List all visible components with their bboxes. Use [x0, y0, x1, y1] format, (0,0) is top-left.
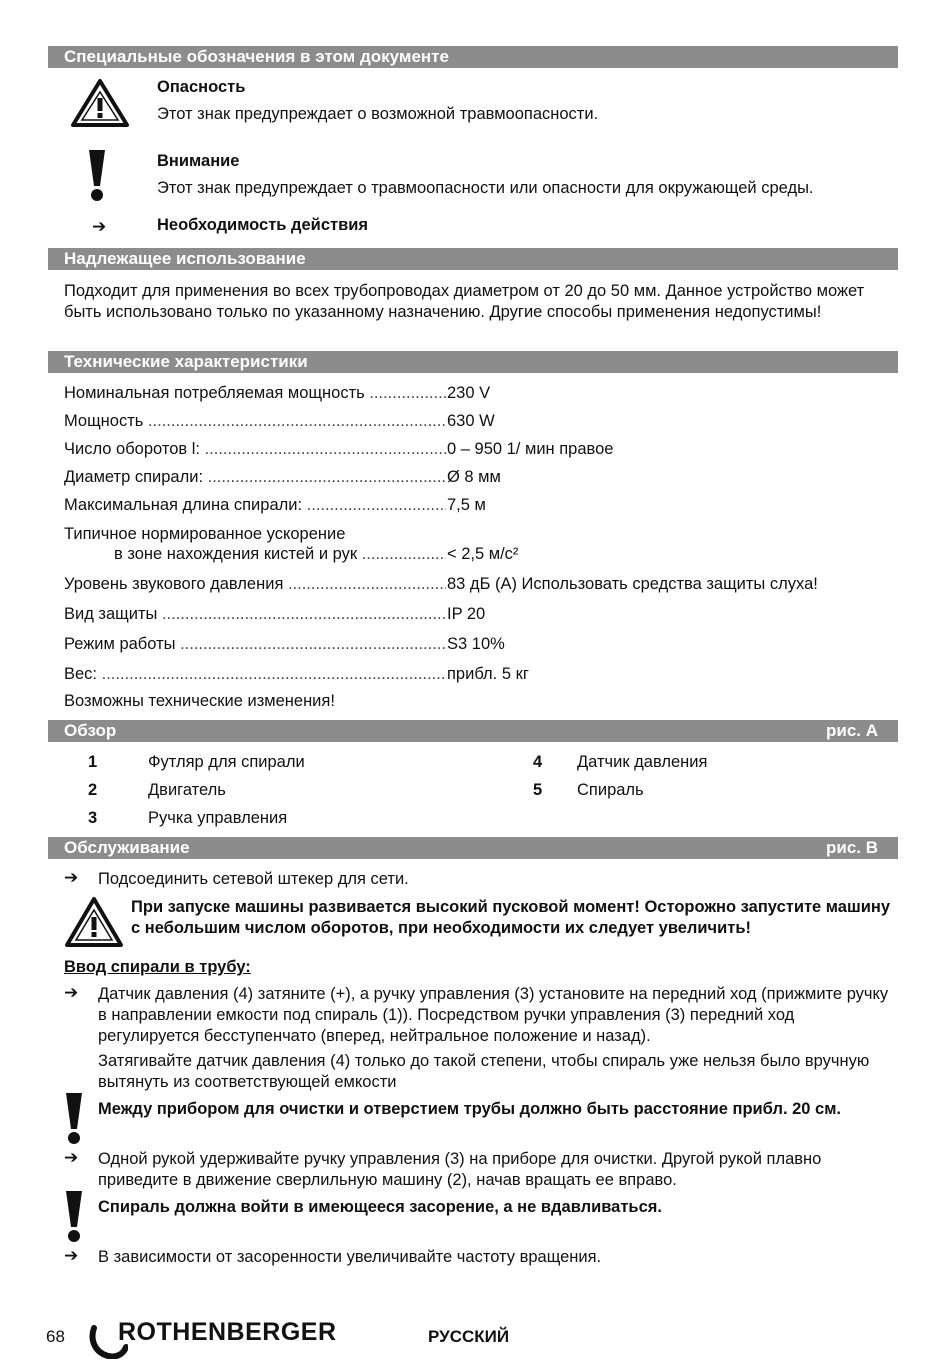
page-number: 68 — [46, 1327, 65, 1346]
overview-item-label: Двигатель — [148, 781, 226, 799]
specs-note: Возможны технические изменения! — [64, 692, 335, 710]
spec-row: Диаметр спирали: ..... Ø 8 мм — [64, 466, 894, 488]
figure-ref: рис. A — [825, 721, 878, 740]
step-hold-handle: Одной рукой удерживайте ручку управления (3) на приборе для очистки. Другой рукой плавно приведите в движение сверлильную машину (2), начав вращать ее вправо. — [98, 1150, 822, 1189]
attention-exclamation-icon — [63, 1191, 85, 1243]
section-header-usage: Надлежащее использование — [48, 248, 898, 270]
arrow-icon: ➔ — [64, 1148, 79, 1167]
overview-item-label: Футляр для спирали — [148, 753, 305, 771]
step-pressure-note: Затягивайте датчик давления (4) только до такой степени, чтобы спираль уже нельзя было вручную вытянуть из соответствующей емкости — [98, 1052, 870, 1091]
footer-language: РУССКИЙ — [428, 1327, 510, 1346]
overview-item-num: 3 — [88, 809, 98, 827]
subheading-insert: Ввод спирали в трубу: — [64, 958, 251, 976]
section-header-legend: Специальные обозначения в этом документе — [48, 46, 898, 68]
danger-triangle-icon — [64, 896, 124, 948]
danger-text: Этот знак предупреждает о возможной травмоопасности. — [157, 105, 599, 123]
section-header-specs: Технические характеристики — [48, 351, 898, 373]
overview-item-label: Ручка управления — [148, 809, 288, 827]
overview-item-num: 1 — [88, 753, 98, 771]
overview-item-num: 4 — [533, 753, 543, 771]
overview-item-num: 2 — [88, 781, 98, 799]
step-pressure: Датчик давления (4) затяните (+), а ручку управления (3) установите на передний ход (прижмите ручку в направлении емкости под спираль (1)). Посредством ручки управления (3) передний ход регулируется бесступенчато (вперед, нейтральное положение и назад). — [98, 985, 889, 1045]
spec-row: Мощность ..... 630 W — [64, 410, 894, 432]
startup-warning: При запуске машины развивается высокий пусковой момент! Осторожно запустите машину с небольшим числом оборотов, при необходимости их следует увеличить! — [131, 898, 891, 937]
spiral-attention: Спираль должна войти в имеющееся засорение, а не вдавливаться. — [98, 1198, 662, 1216]
attention-exclamation-icon — [63, 1093, 85, 1145]
overview-item-label: Спираль — [577, 781, 644, 799]
spec-row: Режим работы ..... S3 10% — [64, 633, 894, 655]
arrow-icon: ➔ — [64, 868, 79, 887]
step-speed: В зависимости от засоренности увеличивайте частоту вращения. — [98, 1248, 602, 1266]
spec-row: Уровень звукового давления ..... 83 дБ (A) Использовать средства защиты слуха! — [64, 573, 894, 595]
spec-row: Число оборотов l: ..... 0 – 950 1/ мин правое — [64, 438, 894, 460]
action-title: Необходимость действия — [157, 216, 368, 234]
section-header-overview: Обзор рис. A — [48, 720, 898, 742]
spec-row: Вес: ..... прибл. 5 кг — [64, 663, 894, 685]
attention-title: Внимание — [157, 152, 240, 170]
spec-row: Номинальная потребляемая мощность ..... 230 V — [64, 382, 894, 404]
attention-text: Этот знак предупреждает о травмоопасности или опасности для окружающей среды. — [157, 179, 814, 197]
spec-row: Вид защиты ..... IP 20 — [64, 603, 894, 625]
figure-ref: рис. B — [825, 838, 878, 857]
step-connect: Подсоединить сетевой штекер для сети. — [98, 870, 409, 888]
overview-item-num: 5 — [533, 781, 543, 799]
spec-row-accel: в зоне нахождения кистей и рук ..... < 2,5 м/с² — [64, 543, 894, 565]
brand-logo-text: ROTHENBERGER — [118, 1318, 337, 1346]
arrow-icon: ➔ — [64, 1246, 79, 1265]
arrow-icon: ➔ — [92, 217, 107, 236]
attention-exclamation-icon — [86, 150, 108, 202]
spec-row: Максимальная длина спирали: ..... 7,5 м — [64, 494, 894, 516]
overview-item-label: Датчик давления — [577, 753, 708, 771]
usage-text: Подходит для применения во всех трубопроводах диаметром от 20 до 50 мм. Данное устройство может быть использовано только по указанному назначению. Другие способы применения недопустимы! — [64, 282, 865, 321]
section-header-service: Обслуживание рис. B — [48, 837, 898, 859]
danger-triangle-icon — [70, 78, 130, 128]
accel-label-line1: Типичное нормированное ускорение — [64, 525, 346, 543]
danger-title: Опасность — [157, 78, 246, 96]
distance-attention: Между прибором для очистки и отверстием трубы должно быть расстояние прибл. 20 см. — [98, 1100, 842, 1118]
arrow-icon: ➔ — [64, 983, 79, 1002]
